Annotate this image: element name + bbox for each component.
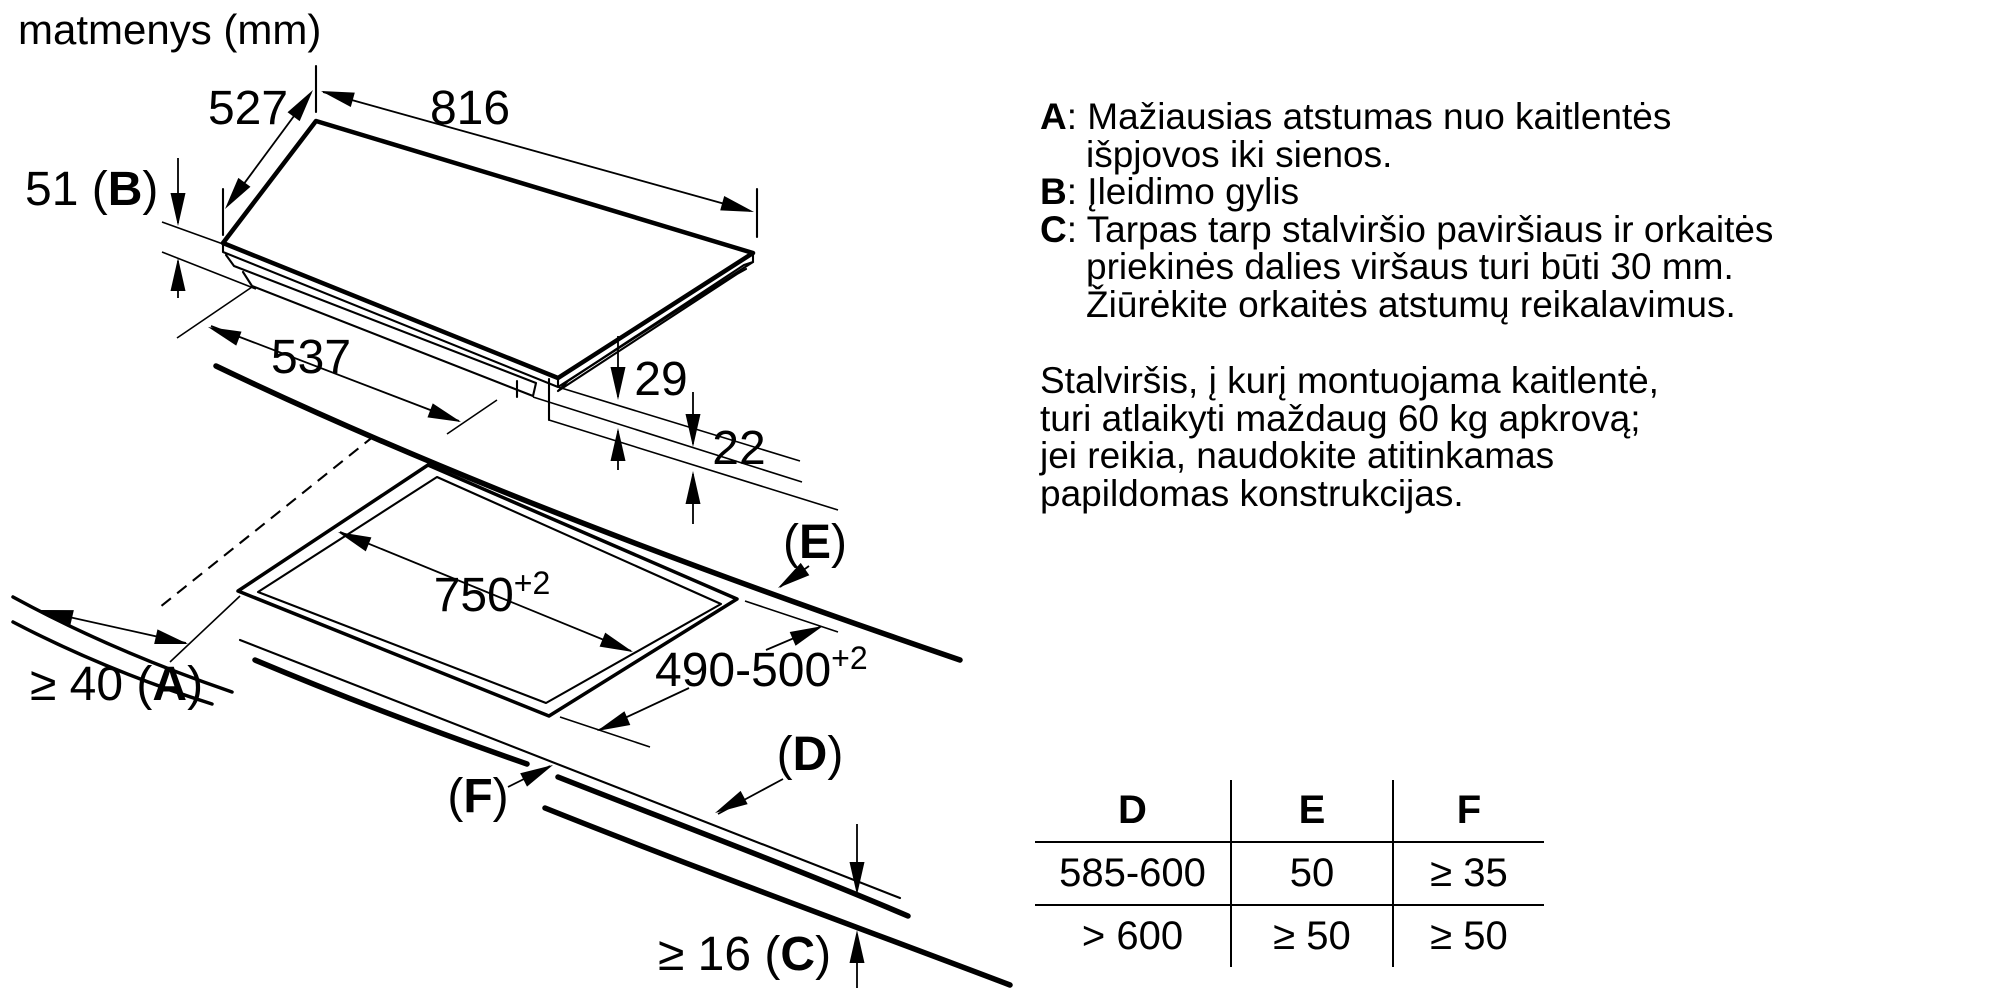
table-cell: ≥ 50 <box>1393 905 1544 967</box>
dim-816-label: 816 <box>429 82 511 135</box>
legend-text: : Įleidimo gylis <box>1066 171 1300 213</box>
dim-51-label <box>25 163 158 216</box>
arrowhead <box>427 403 461 422</box>
arrowhead <box>171 193 186 226</box>
label-E <box>783 516 847 569</box>
dim-490-tolerance: +2 <box>831 640 868 676</box>
arrowhead <box>686 471 701 504</box>
arrowhead <box>850 930 865 963</box>
dim-51-close: ) <box>142 163 159 216</box>
worktop-note-line: turi atlaikyti maždaug 60 kg apkrovą; <box>1040 397 1641 439</box>
dim-51-letter: B <box>107 163 143 216</box>
arrowhead <box>520 765 553 787</box>
legend-letter-B: B <box>1040 171 1067 213</box>
dim-C-close: ) <box>815 928 832 981</box>
arrowhead <box>600 633 633 652</box>
arrowhead <box>715 791 748 813</box>
worktop-note-line: jei reikia, naudokite atitinkamas <box>1040 435 1555 477</box>
dim-A-label <box>30 658 203 711</box>
label-D-letter: D <box>792 728 828 781</box>
dim-C-letter: C <box>780 928 816 981</box>
legend-letter-C: C <box>1040 208 1067 250</box>
arrowhead <box>611 367 626 400</box>
label-E-close: ) <box>831 516 847 569</box>
arrowhead <box>40 610 74 625</box>
legend <box>1040 98 1773 324</box>
dim-C-text: ≥ 16 ( <box>658 928 781 981</box>
table-cell: ≥ 35 <box>1393 842 1544 905</box>
legend-text: : Tarpas tarp stalviršio paviršiaus ir orkaitės <box>1066 208 1774 250</box>
arrowhead <box>288 90 313 121</box>
legend-item-C-line3: Žiūrėkite orkaitės atstumų reikalavimus. <box>1086 283 1736 325</box>
cooktop-base-corner-notches <box>517 379 549 420</box>
table-cell: 585-600 <box>1035 842 1231 905</box>
arrowhead <box>611 428 626 461</box>
table-cell: > 600 <box>1081 914 1184 958</box>
dim-750-tolerance: +2 <box>513 565 551 601</box>
table-header-row <box>1035 780 1544 842</box>
arrowhead <box>597 711 630 731</box>
dim-750-label <box>434 565 551 622</box>
legend-item-A-line1 <box>1040 98 1773 136</box>
dim-816-line <box>323 92 750 211</box>
dim-490-label <box>655 640 868 697</box>
legend-item-C-line1 <box>1040 208 1774 250</box>
label-F-open: ( <box>447 770 464 823</box>
legend-item-B-line1 <box>1040 173 1773 211</box>
dim-51-text: 51 ( <box>25 163 108 216</box>
table-row <box>1035 842 1544 905</box>
worktop-note-line: papildomas konstrukcijas. <box>1040 472 1464 514</box>
clearance-table <box>1035 780 1544 967</box>
table-cell: 50 <box>1231 842 1393 905</box>
label-E-open: ( <box>783 516 799 569</box>
label-D <box>777 728 844 781</box>
arrowhead <box>720 196 754 212</box>
label-E-letter: E <box>798 516 832 569</box>
table-cell: ≥ 50 <box>1231 905 1393 967</box>
label-F <box>447 770 508 823</box>
table-header-F: F <box>1393 780 1544 842</box>
label-F-close: ) <box>492 770 509 823</box>
dim-750-value: 750 <box>433 569 514 622</box>
dim-527-label: 527 <box>207 82 289 135</box>
dim-A-close: ) <box>187 658 204 711</box>
worktop-note-line: Stalviršis, į kurį montuojama kaitlentė, <box>1040 360 1659 401</box>
arrowhead <box>208 327 242 346</box>
table-header-D: D <box>1035 780 1231 842</box>
table-row <box>1035 905 1544 967</box>
page-title: matmenys (mm) <box>18 6 322 53</box>
legend-item-C-line2: priekinės dalies viršaus turi būti 30 mm. <box>1086 246 1734 288</box>
arrowhead <box>154 629 188 644</box>
dim-22-label: 22 <box>712 422 766 475</box>
arrowhead <box>225 178 250 209</box>
label-D-close: ) <box>827 728 844 781</box>
legend-text: : Mažiausias atstumas nuo kaitlentės <box>1066 96 1672 137</box>
label-F-letter: F <box>463 770 493 823</box>
dim-490-value: 490-500 <box>655 644 832 697</box>
dim-537-label: 537 <box>270 331 352 384</box>
dim-A-letter: A <box>152 658 188 711</box>
arrowheads <box>40 90 868 963</box>
dim-A-text: ≥ 40 ( <box>30 658 153 711</box>
label-D-open: ( <box>776 728 793 781</box>
worktop-note <box>1040 362 1659 512</box>
table-header-E: E <box>1231 780 1393 842</box>
dim-A-extension-line <box>170 596 240 662</box>
countertop-back-edge <box>216 366 960 660</box>
arrowhead <box>790 626 823 646</box>
dim-C-label <box>658 928 831 981</box>
legend-letter-A: A <box>1040 96 1067 137</box>
arrowhead <box>321 91 355 107</box>
arrowhead <box>171 258 186 291</box>
arrowhead <box>338 532 371 551</box>
countertop-front-edge <box>255 660 908 916</box>
legend-item-A-line2: išpjovos iki sienos. <box>1086 133 1393 175</box>
dim-29-label: 29 <box>634 353 688 406</box>
